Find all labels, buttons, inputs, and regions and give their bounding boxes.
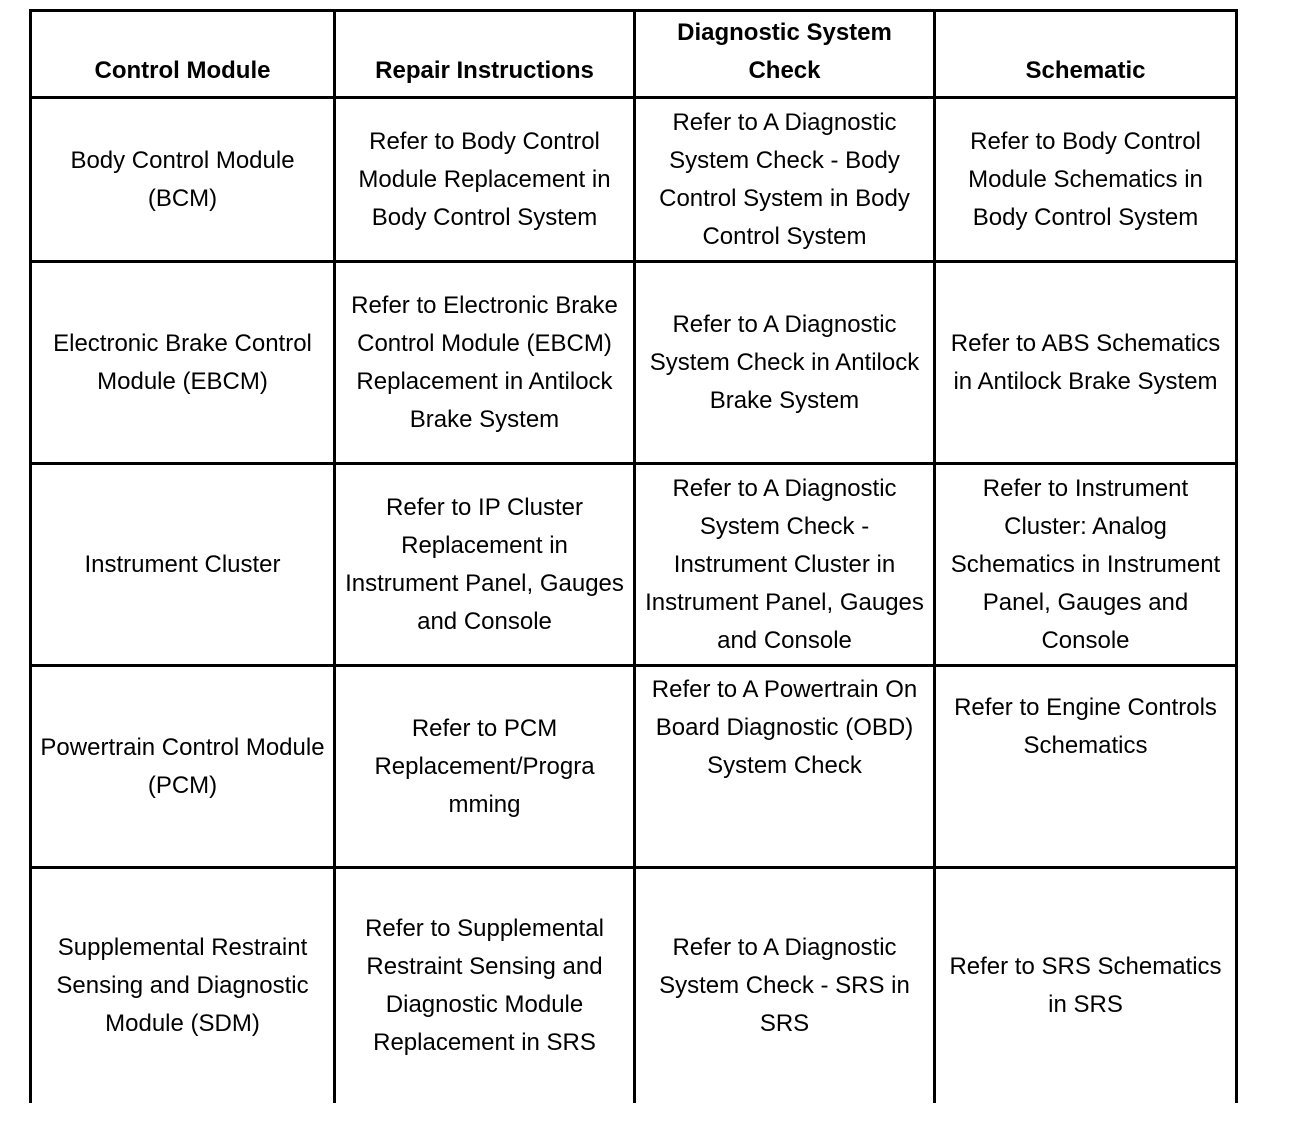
table-header-row: [31, 11, 1237, 98]
cell-schematic: Refer to ABS Schematics in Antilock Brake System: [935, 262, 1237, 464]
table-row: [31, 262, 1237, 464]
header-diagnostic-system-check: Diagnostic System Check: [635, 11, 935, 98]
cell-schematic: Refer to Instrument Cluster: Analog Schematics in Instrument Panel, Gauges and Console: [935, 464, 1237, 666]
cell-diagnostic-system-check: Refer to A Diagnostic System Check - Body Control System in Body Control System: [635, 98, 935, 262]
cell-repair-instructions: Refer to Electronic Brake Control Module (EBCM) Replacement in Antilock Brake System: [335, 262, 635, 464]
table-row: [31, 464, 1237, 666]
header-schematic: Schematic: [935, 11, 1237, 98]
control-module-reference-table: [29, 9, 1238, 1103]
cell-repair-instructions: Refer to PCM Replacement/Progra mming: [335, 666, 635, 868]
cell-diagnostic-system-check: Refer to A Diagnostic System Check in Antilock Brake System: [635, 262, 935, 464]
cell-control-module: Electronic Brake Control Module (EBCM): [31, 262, 335, 464]
cell-diagnostic-system-check: Refer to A Powertrain On Board Diagnostic (OBD) System Check: [635, 666, 935, 868]
cell-diagnostic-system-check: Refer to A Diagnostic System Check - Instrument Cluster in Instrument Panel, Gauges and Console: [635, 464, 935, 666]
cell-schematic: Refer to Engine Controls Schematics: [935, 666, 1237, 868]
cell-control-module: Instrument Cluster: [31, 464, 335, 666]
cell-schematic: Refer to SRS Schematics in SRS: [935, 868, 1237, 1103]
cell-repair-instructions: Refer to IP Cluster Replacement in Instrument Panel, Gauges and Console: [335, 464, 635, 666]
cell-diagnostic-system-check: Refer to A Diagnostic System Check - SRS in SRS: [635, 868, 935, 1103]
cell-control-module: Body Control Module (BCM): [31, 98, 335, 262]
cell-control-module: Supplemental Restraint Sensing and Diagnostic Module (SDM): [31, 868, 335, 1103]
cell-schematic: Refer to Body Control Module Schematics in Body Control System: [935, 98, 1237, 262]
header-control-module: Control Module: [31, 11, 335, 98]
cell-control-module: Powertrain Control Module (PCM): [31, 666, 335, 868]
cell-repair-instructions: Refer to Supplemental Restraint Sensing and Diagnostic Module Replacement in SRS: [335, 868, 635, 1103]
table-row: [31, 868, 1237, 1103]
table-row: [31, 98, 1237, 262]
cell-repair-instructions: Refer to Body Control Module Replacement in Body Control System: [335, 98, 635, 262]
header-repair-instructions: Repair Instructions: [335, 11, 635, 98]
table-row: [31, 666, 1237, 868]
